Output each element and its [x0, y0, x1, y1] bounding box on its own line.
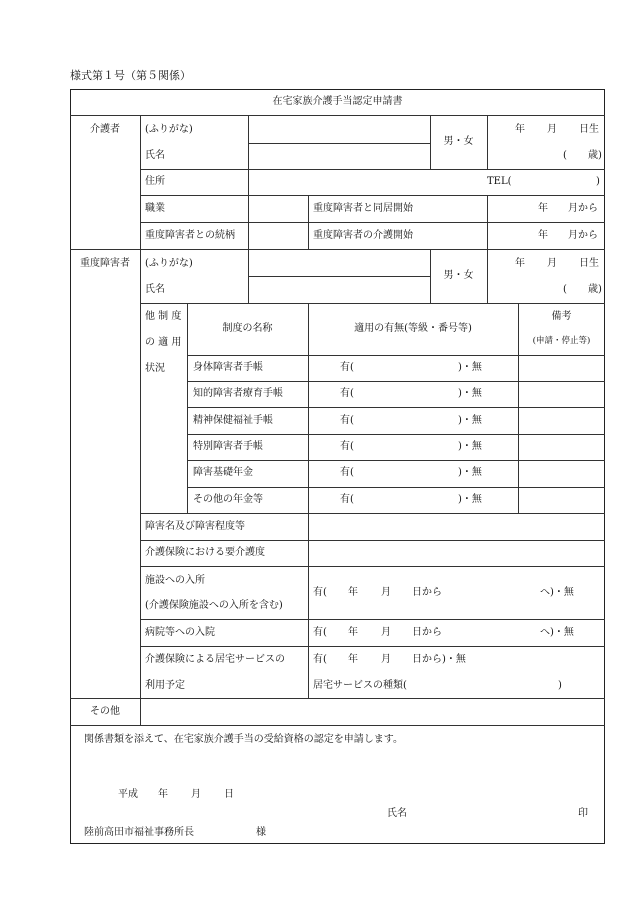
disability-label: 障害名及び障害程度等	[145, 521, 245, 532]
system-yes[interactable]: 有(	[340, 415, 354, 426]
system-name: その他の年金等	[193, 494, 263, 505]
system-row-5-bottom	[187, 487, 605, 488]
hospital-close[interactable]: へ)・無	[540, 627, 574, 638]
hospital-bottom	[140, 646, 605, 647]
disabled-name-bottom	[140, 303, 605, 304]
system-row-2-bottom	[187, 407, 605, 408]
col-system-name: 制度の名称	[222, 323, 273, 334]
care-start-year: 年	[538, 230, 548, 241]
home-service-month: 月	[381, 654, 391, 665]
disabled-section-label: 重度障害者	[80, 258, 130, 269]
disabled-section-bottom	[70, 698, 605, 699]
tel-close: )	[596, 176, 600, 187]
care-start-label: 重度障害者の介護開始	[313, 230, 413, 241]
hospital-label: 病院等への入院	[145, 627, 215, 638]
relation-label: 重度障害者との続柄	[145, 230, 235, 241]
system-row-1-bottom	[187, 381, 605, 382]
caregiver-furigana-label: (ふりがな)	[145, 124, 193, 135]
caregiver-age-open: (	[563, 150, 567, 161]
system-name: 精神保健福祉手帳	[193, 415, 273, 426]
system-no[interactable]: )・無	[458, 467, 482, 478]
system-no[interactable]: )・無	[458, 388, 482, 399]
systems-bottom	[140, 513, 605, 514]
disabled-furigana-divider	[248, 276, 430, 277]
facility-bottom	[140, 619, 605, 620]
occupation-label: 職業	[145, 203, 165, 214]
disabled-age-open: (	[563, 284, 567, 295]
system-yes[interactable]: 有(	[340, 467, 354, 478]
system-yes[interactable]: 有(	[340, 494, 354, 505]
system-no[interactable]: )・無	[458, 441, 482, 452]
caregiver-gender[interactable]: 男・女	[443, 136, 474, 147]
system-name: 身体障害者手帳	[193, 362, 263, 373]
addressee-office: 陸前高田市福祉事務所長	[84, 827, 194, 838]
form-number: 様式第１号（第５関係）	[70, 69, 191, 82]
system-row-3-bottom	[187, 434, 605, 435]
seal-mark: 印	[578, 808, 588, 819]
disabled-gender[interactable]: 男・女	[443, 270, 474, 281]
home-service-year: 年	[348, 654, 358, 665]
cohabit-month: 月から	[568, 203, 598, 214]
home-service-type-label: 居宅サービスの種類(	[313, 680, 407, 691]
disabled-field-divider	[248, 249, 249, 303]
address-bottom	[140, 195, 605, 196]
facility-label-note: (介護保険施設への入所を含む)	[145, 600, 283, 611]
tel-label: TEL(	[487, 176, 512, 187]
home-service-type-close: )	[558, 680, 562, 691]
system-name: 知的障害者療育手帳	[193, 388, 283, 399]
system-name: 特別障害者手帳	[193, 441, 263, 452]
caregiver-age-unit: 歳)	[588, 150, 602, 161]
caregiver-name-label: 氏名	[145, 150, 165, 161]
facility-yes[interactable]: 有(	[313, 587, 327, 598]
date-month: 月	[191, 789, 201, 800]
facility-label: 施設への入所	[145, 575, 205, 586]
facility-from: 日から	[412, 587, 442, 598]
home-service-label: 介護保険による居宅サービスの	[145, 654, 285, 665]
care-start-month: 月から	[568, 230, 598, 241]
col-remarks: 備考	[551, 311, 572, 322]
date-year: 年	[158, 789, 168, 800]
label-column-divider	[140, 115, 141, 725]
form-title: 在宅家族介護手当認定申請書	[272, 96, 403, 107]
home-service-from[interactable]: 日から)・無	[412, 654, 466, 665]
other-system-label-3: 状況	[145, 363, 165, 374]
disabled-gender-right	[487, 249, 488, 303]
disabled-dob-day: 日生	[579, 258, 599, 269]
address-label: 住所	[145, 176, 165, 187]
cohabit-year: 年	[538, 203, 548, 214]
system-yes[interactable]: 有(	[340, 362, 354, 373]
hospital-yes[interactable]: 有(	[313, 627, 327, 638]
caregiver-name-bottom	[140, 169, 605, 170]
hospital-from: 日から	[412, 627, 442, 638]
addressee-honorific: 様	[256, 827, 266, 838]
occupation-bottom	[140, 222, 605, 223]
facility-month: 月	[381, 587, 391, 598]
disabled-age-unit: 歳)	[588, 284, 602, 295]
hospital-year: 年	[348, 627, 358, 638]
care-level-label: 介護保険における要介護度	[145, 547, 265, 558]
other-system-label-1: 他 制 度	[145, 311, 182, 322]
system-no[interactable]: )・無	[458, 494, 482, 505]
date-era: 平成	[118, 789, 138, 800]
disabled-dob-month: 月	[547, 258, 557, 269]
caregiver-section-label: 介護者	[90, 124, 120, 135]
systems-header-bottom	[187, 355, 605, 356]
title-divider	[70, 115, 605, 116]
cohabit-split	[487, 195, 488, 249]
systems-name-divider	[308, 303, 309, 698]
cohabit-label: 重度障害者と同居開始	[313, 203, 413, 214]
caregiver-field-divider	[248, 115, 249, 249]
caregiver-gender-right	[487, 115, 488, 169]
date-day: 日	[224, 789, 234, 800]
caregiver-section-bottom	[70, 249, 605, 250]
system-yes[interactable]: 有(	[340, 441, 354, 452]
caregiver-dob-year: 年	[515, 124, 525, 135]
care-level-bottom	[140, 566, 605, 567]
signature-name-label: 氏名	[387, 808, 407, 819]
other-system-label-2: の 適 用	[145, 337, 182, 348]
col-applicable: 適用の有無(等級・番号等)	[354, 323, 472, 334]
col-remarks-sub: (申請・停止等)	[532, 336, 591, 346]
home-service-label-2: 利用予定	[145, 680, 185, 691]
system-no[interactable]: )・無	[458, 362, 482, 373]
disabled-furigana-label: (ふりがな)	[145, 258, 193, 269]
disability-bottom	[140, 540, 605, 541]
caregiver-dob-day: 日生	[579, 124, 599, 135]
other-label: その他	[90, 706, 120, 717]
facility-close[interactable]: へ)・無	[540, 587, 574, 598]
system-row-4-bottom	[187, 460, 605, 461]
declaration-text: 関係書類を添えて、在宅家族介護手当の受給資格の認定を申請します。	[84, 734, 403, 745]
system-no[interactable]: )・無	[458, 415, 482, 426]
caregiver-furigana-divider	[248, 143, 430, 144]
other-bottom	[70, 725, 605, 726]
occupation-split	[308, 195, 309, 249]
disabled-name-label: 氏名	[145, 284, 165, 295]
facility-year: 年	[348, 587, 358, 598]
hospital-month: 月	[381, 627, 391, 638]
caregiver-dob-month: 月	[547, 124, 557, 135]
disabled-dob-year: 年	[515, 258, 525, 269]
home-service-yes[interactable]: 有(	[313, 654, 327, 665]
system-yes[interactable]: 有(	[340, 388, 354, 399]
system-name: 障害基礎年金	[193, 467, 253, 478]
